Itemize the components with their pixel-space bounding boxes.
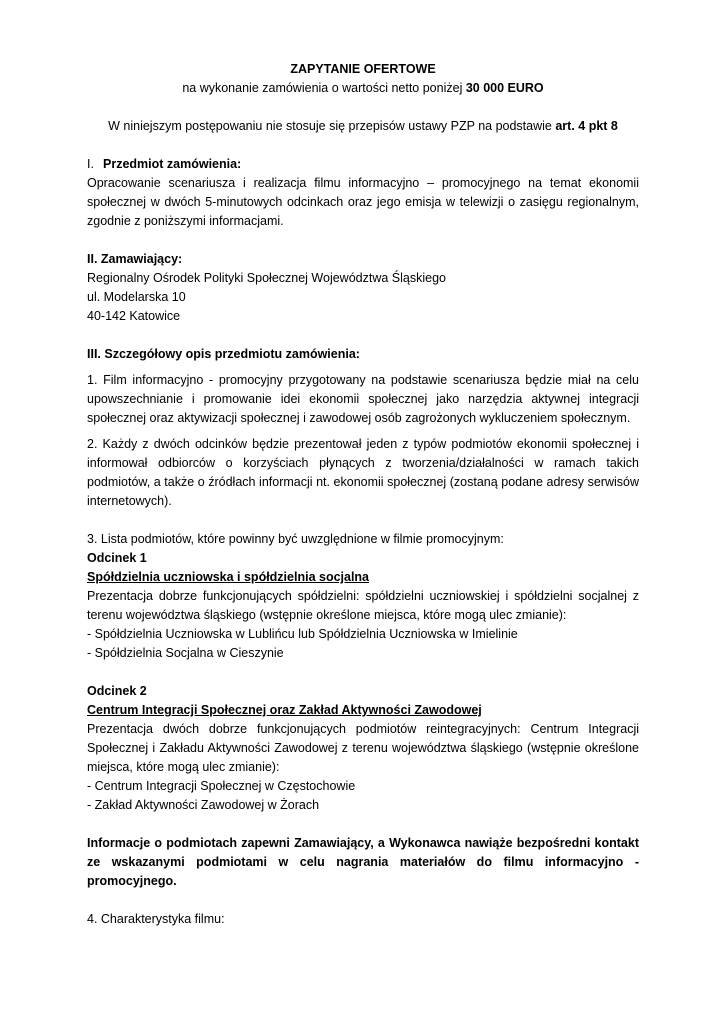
episode-1-item: - Spółdzielnia Uczniowska w Lublińcu lub Spółdzielnia Uczniowska w Imielinie	[87, 627, 518, 641]
section-3-paragraph-2: 2. Każdy z dwóch odcinków będzie prezentował jeden z typów podmiotów ekonomii społecznej i informował odbiorców o korzyściach płynących z tworzenia/działalności w ramach takich podmiotów, a także o źródłach informacji nt. ekonomii społecznej (zostaną podane adresy serwisów internetowych).	[87, 437, 639, 508]
section-3-heading: III. Szczegółowy opis przedmiotu zamówienia:	[87, 347, 360, 361]
legal-basis	[87, 117, 639, 136]
entity-list-intro: 3. Lista podmiotów, które powinny być uwzględnione w filmie promocyjnym:	[87, 532, 504, 546]
film-characteristics-heading: 4. Charakterystyka filmu:	[87, 912, 225, 926]
episode-2-description: Prezentacja dwóch dobrze funkcjonujących podmiotów reintegracyjnych: Centrum Integracji Społecznej i Zakładu Aktywności Zawodowej z terenu województwa śląskiego (wstępnie określone miejsca, które mogą ulec zmianie):	[87, 722, 639, 774]
contracting-authority-city: 40-142 Katowice	[87, 309, 181, 323]
episode-2-item: - Zakład Aktywności Zawodowej w Żorach	[87, 798, 320, 812]
section-3-paragraph-1: 1. Film informacyjno - promocyjny przygotowany na podstawie scenariusza będzie miał na celu upowszechnianie i promowanie idei ekonomii społecznej jako narzędzia aktywnej integracji społecznej oraz aktywizacji społecznej i zawodowej osób zagrożonych wykluczeniem społecznym.	[87, 373, 639, 425]
legal-basis-text: W niniejszym postępowaniu nie stosuje się przepisów ustawy PZP na podstawie	[108, 119, 556, 133]
subtitle-amount: 30 000 EURO	[465, 81, 544, 95]
episode-1-label: Odcinek 1	[87, 551, 147, 565]
contracting-authority-name: Regionalny Ośrodek Polityki Społecznej Województwa Śląskiego	[87, 271, 446, 285]
section-1-heading	[87, 155, 639, 174]
episode-2-subtitle: Centrum Integracji Społecznej oraz Zakład Aktywności Zawodowej	[87, 703, 482, 717]
episode-1-description: Prezentacja dobrze funkcjonujących spółdzielni: spółdzielni uczniowskiej i spółdzielni socjalnej z terenu województwa śląskiego (wstępnie określone miejsca, które mogą ulec zmianie):	[87, 589, 639, 622]
contracting-authority-street: ul. Modelarska 10	[87, 290, 186, 304]
entity-info-note: Informacje o podmiotach zapewni Zamawiający, a Wykonawca nawiąże bezpośredni kontakt ze wskazanymi podmiotami w celu nagrania materiałów do filmu informacyjno - promocyjnego.	[87, 836, 639, 888]
document-body	[87, 56, 639, 929]
section-1-number: I.	[87, 157, 94, 171]
episode-1-subtitle: Spółdzielnia uczniowska i spółdzielnia socjalna	[87, 570, 370, 584]
document-title: ZAPYTANIE OFERTOWE	[290, 62, 436, 76]
section-2-heading: II. Zamawiający:	[87, 252, 183, 266]
episode-2-item: - Centrum Integracji Społecznej w Częstochowie	[87, 779, 356, 793]
subtitle-text: na wykonanie zamówienia o wartości netto poniżej	[182, 81, 466, 95]
document-subtitle	[87, 79, 639, 98]
episode-1-item: - Spółdzielnia Socjalna w Cieszynie	[87, 646, 284, 660]
section-1-title: Przedmiot zamówienia:	[103, 157, 242, 171]
legal-basis-article: art. 4 pkt 8	[555, 119, 618, 133]
section-1-body: Opracowanie scenariusza i realizacja filmu informacyjno – promocyjnego na temat ekonomii społecznej w dwóch 5-minutowych odcinkach oraz jego emisja w telewizji o zasięgu regionalnym, zgodnie z poniższymi informacjami.	[87, 176, 639, 228]
episode-2-label: Odcinek 2	[87, 684, 147, 698]
